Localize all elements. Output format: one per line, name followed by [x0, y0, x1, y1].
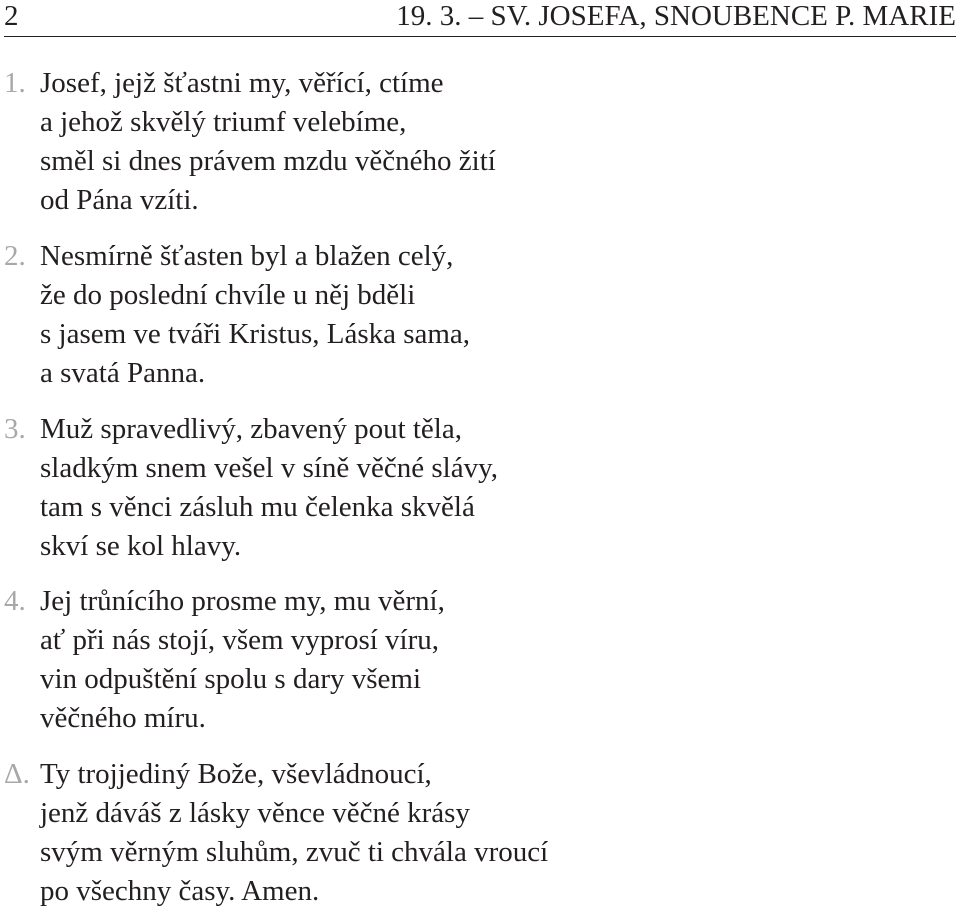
- verse-line: Josef, jejž šťastni my, věřící, ctíme: [40, 67, 444, 99]
- verse-line: po všechny časy. Amen.: [40, 875, 320, 907]
- verse-line: s jasem ve tváři Kristus, Láska sama,: [40, 318, 471, 350]
- verse-line: skví se kol hlavy.: [40, 530, 242, 562]
- verse-line: věčného míru.: [40, 702, 206, 734]
- verse-line: a jehož skvělý triumf velebíme,: [40, 106, 407, 138]
- running-title: 19. 3. – SV. JOSEFA, SNOUBENCE P. MARIE: [396, 0, 956, 32]
- stanza-number: 3.: [4, 413, 26, 445]
- verse-line: Muž spravedlivý, zbavený pout těla,: [40, 413, 462, 445]
- verse-line: svým věrným sluhům, zvuč ti chvála vroucí: [40, 836, 549, 868]
- verse-line: jenž dáváš z lásky věnce věčné krásy: [40, 797, 470, 829]
- page-number: 2: [4, 0, 19, 32]
- verse-line: od Pána vzíti.: [40, 184, 199, 216]
- verse-line: Jej trůnícího prosme my, mu věrní,: [40, 585, 445, 617]
- verse-line: ať při nás stojí, všem vyprosí víru,: [40, 624, 440, 656]
- verse-line: tam s věnci zásluh mu čelenka skvělá: [40, 491, 475, 523]
- stanza-number: 1.: [4, 67, 26, 99]
- doxology-mark: Δ.: [4, 758, 30, 790]
- verse-line: Ty trojjediný Bože, vševládnoucí,: [40, 758, 432, 790]
- verse-line: sladkým snem vešel v síně věčné slávy,: [40, 452, 498, 484]
- verse-line: směl si dnes právem mzdu věčného žití: [40, 145, 496, 177]
- stanza-number: 4.: [4, 585, 26, 617]
- verse-line: a svatá Panna.: [40, 357, 206, 389]
- verse-line: vin odpuštění spolu s dary všemi: [40, 663, 422, 695]
- running-header: [4, 0, 956, 37]
- verse-line: Nesmírně šťasten byl a blažen celý,: [40, 240, 454, 272]
- stanza-number: 2.: [4, 240, 26, 272]
- verse-line: že do poslední chvíle u něj bděli: [40, 279, 416, 311]
